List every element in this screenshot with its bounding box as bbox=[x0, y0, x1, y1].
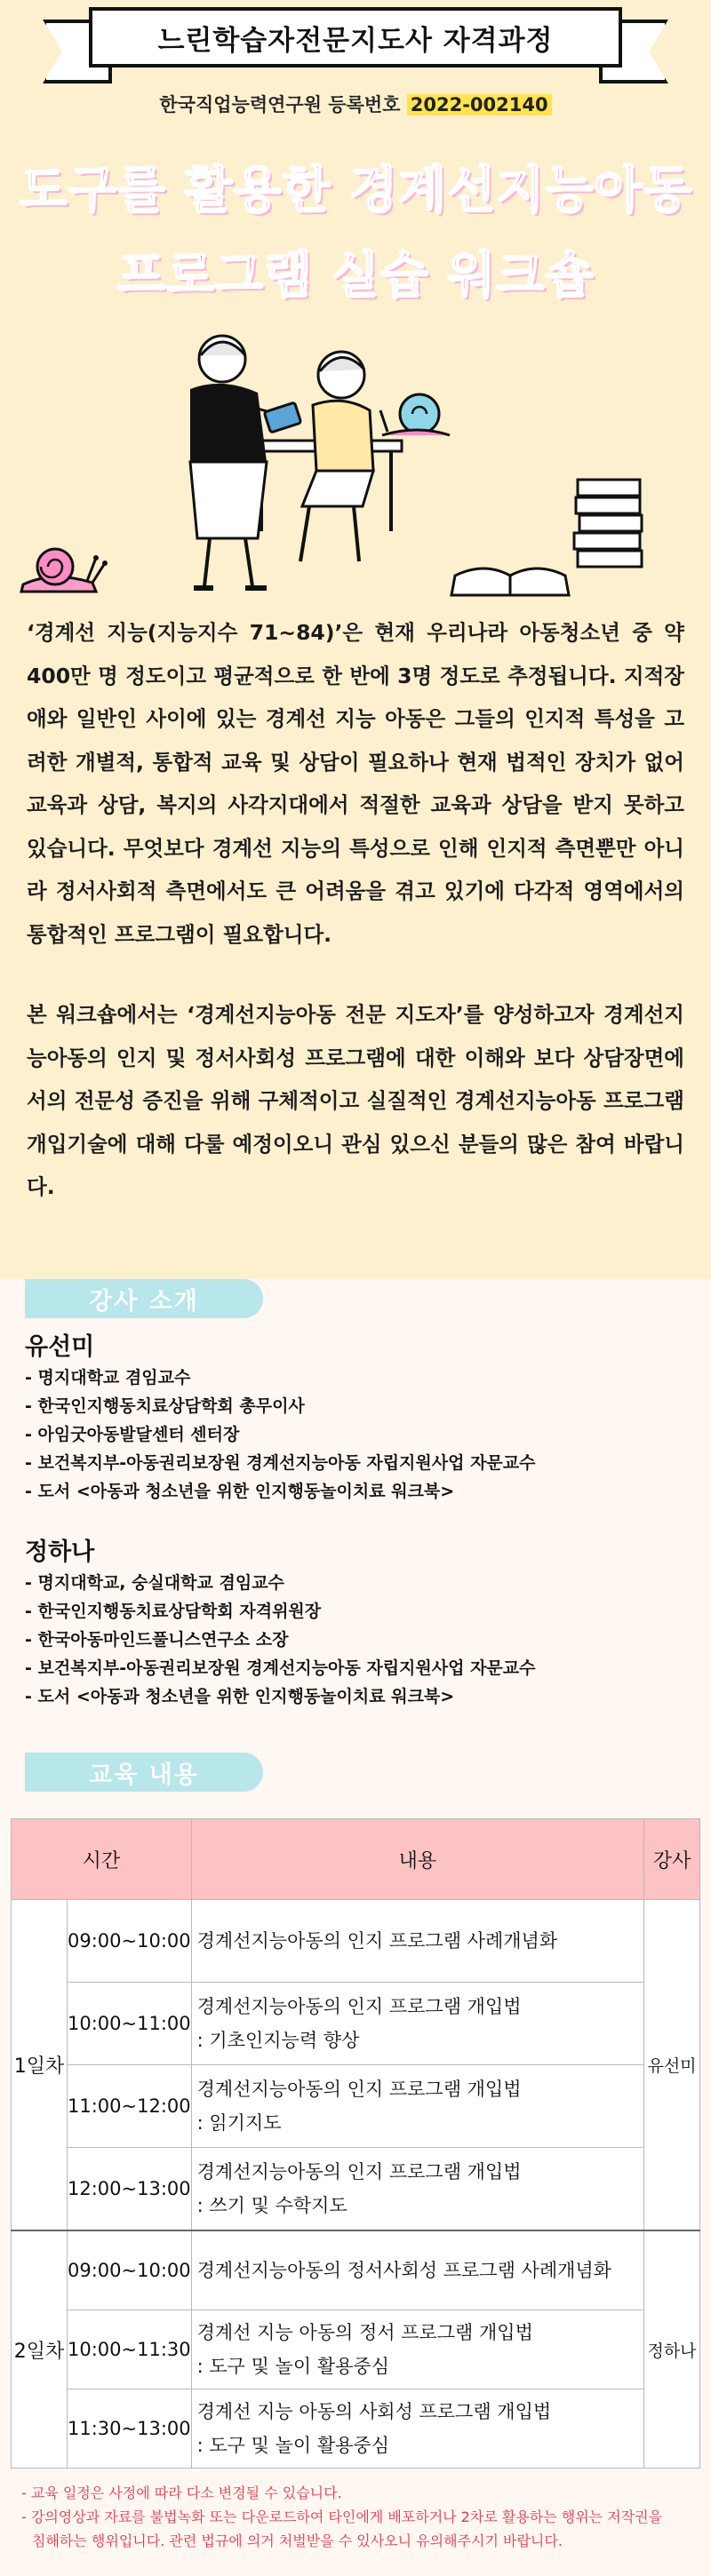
registration-line bbox=[0, 91, 711, 117]
content-line: 경계선지능아동의 인지 프로그램 개입법 bbox=[196, 2161, 522, 2182]
intro-paragraph-1: ‘경계선 지능(지능지수 71~84)’은 현재 우리나라 아동청소년 중 약 400만 명 정도이고 평균적으로 한 반에 3명 정도로 추정됩니다. 지적장애와 일반인 사이에 있는 경계선 지능 아동은 그들의 인지적 특성을 고려한 개별적, 통합적 교육 및 상담이 필요하나 현재 법적인 장치가 없어 교육과 상담, 복지의 사각지대에서 적절한 교육과 상담을 받지 못하고 있습니다. 무엇보다 경계선 지능의 특성으로 인해 인지적 측면뿐만 아니라 정서사회적 측면에서도 큰 어려움을 겪고 있기에 다각적 영역에서의 통합적인 프로그램이 필요합니다. bbox=[27, 620, 684, 947]
instructor-cell: 유선미 bbox=[644, 1900, 700, 2231]
page-title-line2: 프로그램 실습 워크숍 bbox=[116, 247, 595, 305]
notice-item: 침해하는 행위입니다. 관련 법규에 의거 처벌받을 수 있사오니 유의해주시기 바랍니다. bbox=[32, 2532, 563, 2549]
content-cell bbox=[191, 2389, 643, 2469]
time-cell: 12:00~13:00 bbox=[68, 2148, 192, 2231]
content-cell bbox=[191, 2230, 643, 2310]
registration-number: 2022-002140 bbox=[407, 94, 552, 115]
content-line: 경계선지능아동의 인지 프로그램 사례개념화 bbox=[196, 1930, 558, 1952]
page-title-line1: 도구를 활용한 경계선지능아동 bbox=[19, 162, 692, 219]
content-cell bbox=[191, 2310, 643, 2389]
instructor-cell: 정하나 bbox=[644, 2230, 700, 2469]
career-item: - 한국인지행동치료상담학회 자격위원장 bbox=[25, 1602, 322, 1621]
career-item: - 도서 <아동과 청소년을 위한 인지행동놀이치료 워크북> bbox=[25, 1482, 455, 1501]
career-item: - 보건복지부-아동권리보장원 경계선지능아동 자립지원사업 자문교수 bbox=[25, 1453, 536, 1473]
content-line: 경계선지능아동의 인지 프로그램 개입법 bbox=[196, 1996, 522, 2017]
notice-item: - 교육 일정은 사정에 따라 다소 변경될 수 있습니다. bbox=[21, 2485, 342, 2501]
career-item: - 한국아동마인드풀니스연구소 소장 bbox=[25, 1630, 289, 1650]
content-subline: : 기초인지능력 향상 bbox=[196, 2030, 360, 2051]
registration-org: 한국직업능력연구원 등록번호 bbox=[159, 94, 401, 115]
day-label: 1일차 bbox=[12, 1900, 68, 2231]
content-cell bbox=[191, 1983, 643, 2065]
open-book-icon bbox=[451, 568, 569, 595]
career-item: - 한국인지행동치료상담학회 총무이사 bbox=[25, 1396, 305, 1416]
instructor-career-list bbox=[25, 1364, 536, 1506]
career-item: - 아임굿아동발달센터 센터장 bbox=[25, 1425, 240, 1444]
content-subline: : 읽기지도 bbox=[196, 2112, 282, 2134]
header-time: 시간 bbox=[12, 1819, 192, 1900]
career-item: - 보건복지부-아동권리보장원 경계선지능아동 자립지원사업 자문교수 bbox=[25, 1658, 536, 1678]
notice-item: - 강의영상과 자료를 불법녹화 또는 다운로드하여 타인에게 배포하거나 2차로 활용하는 행위는 저작권을 bbox=[21, 2508, 663, 2525]
course-title-banner bbox=[89, 7, 622, 68]
content-line: 경계선지능아동의 정서사회성 프로그램 사례개념화 bbox=[196, 2260, 611, 2281]
time-cell: 10:00~11:30 bbox=[68, 2310, 192, 2389]
time-cell: 09:00~10:00 bbox=[68, 1900, 192, 1983]
time-cell: 11:00~12:00 bbox=[68, 2065, 192, 2148]
teacher-figure-icon bbox=[190, 336, 293, 588]
content-cell bbox=[191, 2148, 643, 2231]
instructor-name: 유선미 bbox=[25, 1333, 95, 1361]
content-subline: : 쓰기 및 수학지도 bbox=[196, 2195, 348, 2216]
day-label: 2일차 bbox=[12, 2230, 68, 2469]
table-row bbox=[12, 2065, 700, 2148]
content-subline: : 도구 및 놀이 활용중심 bbox=[196, 2356, 389, 2377]
time-cell: 09:00~10:00 bbox=[68, 2230, 192, 2310]
content-line: 경계선 지능 아동의 사회성 프로그램 개입법 bbox=[196, 2401, 552, 2422]
child-figure-icon bbox=[264, 352, 373, 561]
table-row bbox=[12, 2148, 700, 2231]
career-item: - 명지대학교, 숭실대학교 겸임교수 bbox=[25, 1573, 284, 1593]
header-instructor: 강사 bbox=[644, 1819, 700, 1900]
instructor-heading: 강사 소개 bbox=[25, 1279, 263, 1318]
snail-table-icon bbox=[380, 394, 450, 435]
instructor-career-list bbox=[25, 1569, 536, 1711]
table-row bbox=[12, 1900, 700, 1983]
book-stack-icon bbox=[574, 480, 642, 567]
content-cell bbox=[191, 1900, 643, 1983]
table-row bbox=[12, 1983, 700, 2065]
notice-list bbox=[21, 2481, 697, 2553]
table-row bbox=[12, 2389, 700, 2469]
teacher-child-illustration bbox=[0, 329, 711, 604]
instructor-name: 정하나 bbox=[25, 1538, 95, 1566]
career-item: - 도서 <아동과 청소년을 위한 인지행동놀이치료 워크북> bbox=[25, 1687, 455, 1706]
table-row bbox=[12, 2310, 700, 2389]
intro-paragraph-2: 본 워크숍에서는 ‘경계선지능아동 전문 지도자’를 양성하고자 경계선지능아동의 인지 및 정서사회성 프로그램에 대한 이해와 보다 상담장면에서의 전문성 증진을 위해 구체적이고 실질적인 경계선지능아동 프로그램 개입기술에 대해 다룰 예정이오니 관심 있으신 분들의 많은 참여 바랍니다. bbox=[27, 1002, 684, 1199]
time-cell: 11:30~13:00 bbox=[68, 2389, 192, 2469]
table-header-row bbox=[12, 1819, 700, 1900]
course-title: 느린학습자전문지도사 자격과정 bbox=[157, 24, 554, 57]
time-cell: 10:00~11:00 bbox=[68, 1983, 192, 2065]
career-item: - 명지대학교 겸임교수 bbox=[25, 1368, 191, 1387]
curriculum-heading: 교육 내용 bbox=[25, 1753, 263, 1792]
schedule-table bbox=[11, 1818, 700, 2469]
table-row bbox=[12, 2230, 700, 2310]
content-line: 경계선 지능 아동의 정서 프로그램 개입법 bbox=[196, 2322, 533, 2343]
content-cell bbox=[191, 2065, 643, 2148]
content-line: 경계선지능아동의 인지 프로그램 개입법 bbox=[196, 2079, 522, 2100]
snail-left-icon bbox=[21, 549, 108, 592]
header-content: 내용 bbox=[191, 1819, 643, 1900]
content-subline: : 도구 및 놀이 활용중심 bbox=[196, 2435, 389, 2456]
